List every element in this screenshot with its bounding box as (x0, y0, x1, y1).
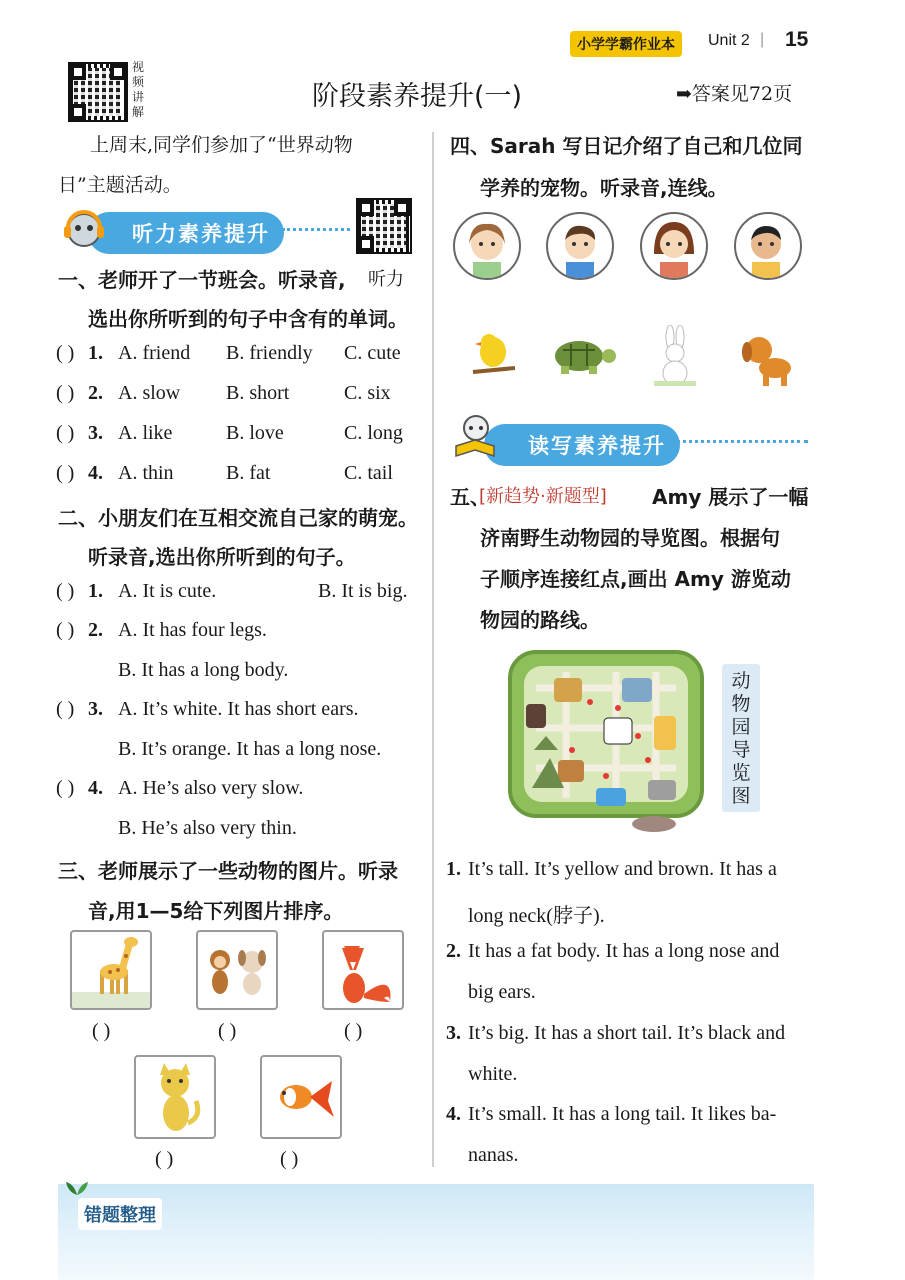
option-b: B. love (226, 422, 284, 444)
bear-pen (526, 704, 546, 728)
book-icon (450, 410, 500, 460)
question-number: 2. (88, 382, 103, 404)
rhino-pen (648, 780, 676, 800)
q5-new-type-tag: [新趋势·新题型] (479, 486, 607, 507)
sentence-number: 1. (446, 858, 461, 880)
sentence-line: white. (468, 1063, 518, 1085)
bird-picture (465, 328, 523, 382)
q4-prompt-line-2: 学养的宠物。听录音,连线。 (480, 176, 728, 200)
answer-reference: ➡答案见72页 (676, 83, 793, 105)
fox-picture (322, 930, 404, 1010)
option-b: B. He’s also very thin. (118, 817, 297, 839)
leaf-icon (64, 1180, 90, 1196)
qr-code-icon[interactable] (356, 198, 412, 254)
column-divider (432, 132, 434, 1167)
monkey-pen (558, 760, 584, 782)
page-title: 阶段素养提升(一) (312, 81, 523, 112)
option-a: A. friend (118, 342, 191, 364)
sentence-line: It has a fat body. It has a long nose and (468, 940, 780, 962)
answer-blank[interactable]: ( ) (56, 619, 75, 641)
option-b: B. short (226, 382, 290, 404)
q5-prompt-line-2: 济南野生动物园的导览图。根据句 (480, 526, 780, 550)
question-number: 1. (88, 342, 103, 364)
sentence-line: It’s small. It has a long tail. It likes ba- (468, 1103, 777, 1125)
pond (596, 788, 626, 806)
section-dots (676, 440, 808, 443)
sentence-line: big ears. (468, 981, 536, 1003)
option-b: B. It is big. (318, 580, 408, 602)
rabbit-picture (650, 325, 700, 387)
answer-blank[interactable]: ( ) (56, 698, 75, 720)
map-label-panel (722, 664, 760, 812)
headphones-icon (60, 204, 108, 252)
answer-blank[interactable]: ( ) (56, 342, 75, 364)
unit-label: Unit 2 (708, 32, 750, 49)
header-separator: | (760, 31, 765, 48)
option-a: A. slow (118, 382, 181, 404)
cat-picture (134, 1055, 216, 1139)
intro-line-1: 上周末,同学们参加了“世界动物 (90, 134, 353, 156)
giraffe-pen (654, 716, 676, 750)
answer-blank[interactable]: ( ) (56, 422, 75, 444)
sentence-line: It’s big. It has a short tail. It’s black and (468, 1022, 786, 1044)
q1-prompt-line-1: 一、老师开了一节班会。听录音, (58, 268, 346, 292)
question-number: 3. (88, 422, 103, 444)
book-badge: 小学学霸作业本 (570, 31, 682, 57)
q3-prompt-line-1: 三、老师展示了一些动物的图片。听录 (58, 859, 398, 883)
option-a: A. thin (118, 462, 174, 484)
lion-pen (554, 678, 582, 702)
monkey-dog-picture (196, 930, 278, 1010)
question-number: 2. (88, 619, 103, 641)
q2-prompt-line-1: 二、小朋友们在互相交流自己家的萌宠。 (58, 506, 418, 530)
answer-blank[interactable]: ( ) (56, 777, 75, 799)
mistake-notes-area[interactable] (58, 1184, 814, 1280)
q1-prompt-line-2: 选出你所听到的句子中含有的单词。 (88, 307, 408, 331)
turtle-picture (545, 332, 619, 380)
q4-prompt-line-1: 四、Sarah 写日记介绍了自己和几位同 (450, 134, 803, 158)
question-number: 4. (88, 462, 103, 484)
answer-blank[interactable]: ( ) (56, 382, 75, 404)
option-a: A. It is cute. (118, 580, 217, 602)
reading-section-title: 读写素养提升 (484, 424, 680, 466)
option-a: A. It has four legs. (118, 619, 267, 641)
q3-blank-3[interactable]: ( ) (344, 1020, 363, 1042)
option-a: A. He’s also very slow. (118, 777, 304, 799)
q3-blank-4[interactable]: ( ) (155, 1148, 174, 1170)
q3-blank-5[interactable]: ( ) (280, 1148, 299, 1170)
option-c: C. long (344, 422, 403, 444)
sentence-line: nanas. (468, 1144, 519, 1166)
question-number: 1. (88, 580, 103, 602)
elephant-pen (622, 678, 652, 702)
option-c: C. tail (344, 462, 393, 484)
q5-prompt-line-4: 物园的路线。 (480, 608, 600, 632)
answer-blank[interactable]: ( ) (56, 580, 75, 602)
option-b: B. It has a long body. (118, 659, 289, 681)
listening-section-title: 听力素养提升 (88, 212, 284, 254)
boy-2-avatar (734, 212, 802, 280)
page-number: 15 (785, 28, 809, 51)
option-c: C. cute (344, 342, 401, 364)
option-b: B. fat (226, 462, 271, 484)
map-label: 动物园导览图 (731, 670, 751, 807)
dog-picture (735, 330, 799, 388)
option-b: B. It’s orange. It has a long nose. (118, 738, 382, 760)
option-a: A. It’s white. It has short ears. (118, 698, 359, 720)
q3-blank-1[interactable]: ( ) (92, 1020, 111, 1042)
sentence-line: It’s tall. It’s yellow and brown. It has a (468, 858, 777, 880)
q5-prefix: 五、 (450, 485, 490, 509)
question-number: 3. (88, 698, 103, 720)
option-b: B. friendly (226, 342, 313, 364)
footer-label: 错题整理 (78, 1198, 162, 1230)
girl-2-avatar (640, 212, 708, 280)
zoo-map (506, 648, 706, 834)
intro-line-2: 日”主题活动。 (58, 174, 182, 196)
section-dots (282, 228, 350, 231)
q2-prompt-line-2: 听录音,选出你所听到的句子。 (88, 545, 356, 569)
q3-prompt-line-2: 音,用1—5给下列图片排序。 (88, 899, 344, 923)
question-number: 4. (88, 777, 103, 799)
sentence-number: 3. (446, 1022, 461, 1044)
girl-avatar (453, 212, 521, 280)
q5-prompt-line-3: 子顺序连接红点,画出 Amy 游览动 (480, 567, 791, 591)
boy-avatar (546, 212, 614, 280)
sentence-number: 2. (446, 940, 461, 962)
q3-blank-2[interactable]: ( ) (218, 1020, 237, 1042)
option-c: C. six (344, 382, 391, 404)
answer-blank[interactable]: ( ) (56, 462, 75, 484)
qr-code-icon[interactable] (68, 62, 128, 122)
giraffe-picture (70, 930, 152, 1010)
option-a: A. like (118, 422, 173, 444)
goldfish-picture (260, 1055, 342, 1139)
q1-listening-tag: 听力 (368, 269, 404, 290)
q5-prompt-line-1: Amy 展示了一幅 (652, 485, 809, 509)
qr-caption: 视 频 讲 解 (132, 60, 145, 119)
sentence-number: 4. (446, 1103, 461, 1125)
panda-pen (604, 718, 632, 744)
sentence-line: long neck(脖子). (468, 905, 605, 927)
